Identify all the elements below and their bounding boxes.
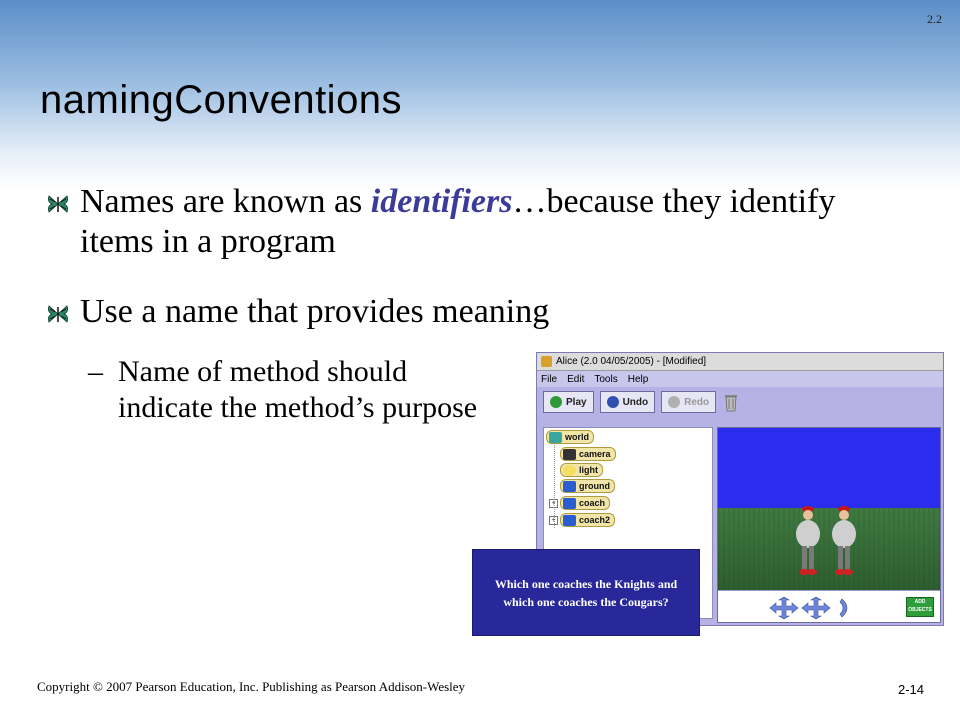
sub-bullet-dash: – — [88, 355, 103, 388]
alice-title: Alice (2.0 04/05/2005) - [Modified] — [556, 356, 707, 367]
sub-bullet — [88, 354, 498, 426]
undo-icon — [607, 396, 619, 408]
redo-icon — [668, 396, 680, 408]
menu-help[interactable]: Help — [627, 373, 649, 385]
menu-file[interactable]: File — [541, 373, 558, 385]
camera-controls — [718, 590, 940, 623]
bullet-meaning — [46, 292, 900, 332]
undo-button[interactable]: Undo — [600, 391, 656, 413]
play-button[interactable]: Play — [543, 391, 594, 413]
butterfly-bullet-icon — [46, 192, 70, 216]
alice-titlebar — [537, 353, 943, 371]
menu-tools[interactable]: Tools — [594, 373, 618, 385]
redo-button[interactable]: Redo — [661, 391, 716, 413]
bullet-identifiers — [46, 182, 900, 262]
expand-coach-icon[interactable]: + — [549, 499, 558, 508]
identifiers-highlight: identifiers — [370, 183, 513, 220]
alice-menubar — [537, 371, 943, 387]
tree-node-light[interactable]: light — [560, 463, 603, 477]
tree-node-world[interactable]: world — [546, 430, 594, 444]
coach-object-icon — [563, 498, 576, 509]
light-bulb-icon — [563, 465, 576, 476]
tree-node-coach[interactable]: coach — [560, 496, 610, 510]
sub-bullet-text: Name of method should indicate the method’s purpose — [118, 355, 478, 424]
tree-node-ground[interactable]: ground — [560, 479, 615, 493]
butterfly-bullet-icon — [46, 302, 70, 326]
bullet-text-2: Use a name that provides meaning — [80, 293, 550, 330]
slide-title: namingConventions — [40, 78, 403, 122]
bullet-text-1: Names are known as identifiers…because they identify items in a program — [80, 183, 836, 260]
menu-edit[interactable]: Edit — [567, 373, 585, 385]
alice-app-icon — [541, 356, 552, 367]
alice-toolbar — [537, 387, 943, 417]
coach2-object-icon — [563, 515, 576, 526]
tree-node-coach2[interactable]: coach2 — [560, 513, 615, 527]
world-view[interactable] — [717, 427, 941, 623]
callout-box: Which one coaches the Knights and which one coaches the Cougars? — [472, 549, 700, 636]
tree-node-camera[interactable]: camera — [560, 447, 616, 461]
camera-move-arrows-icon[interactable] — [768, 597, 858, 619]
copyright-footer: Copyright © 2007 Pearson Education, Inc. Publishing as Pearson Addison-Wesley — [37, 679, 466, 694]
expand-coach2-icon[interactable]: + — [549, 516, 558, 525]
play-icon — [550, 396, 562, 408]
coach-figures — [788, 506, 868, 582]
page-number: 2-14 — [897, 682, 924, 697]
add-objects-button[interactable]: ADD OBJECTS — [906, 597, 934, 617]
camera-icon — [563, 449, 576, 460]
world-icon — [549, 432, 562, 443]
trash-icon[interactable] — [724, 392, 738, 412]
ground-object-icon — [563, 481, 576, 492]
section-number: 2.2 — [927, 12, 942, 26]
